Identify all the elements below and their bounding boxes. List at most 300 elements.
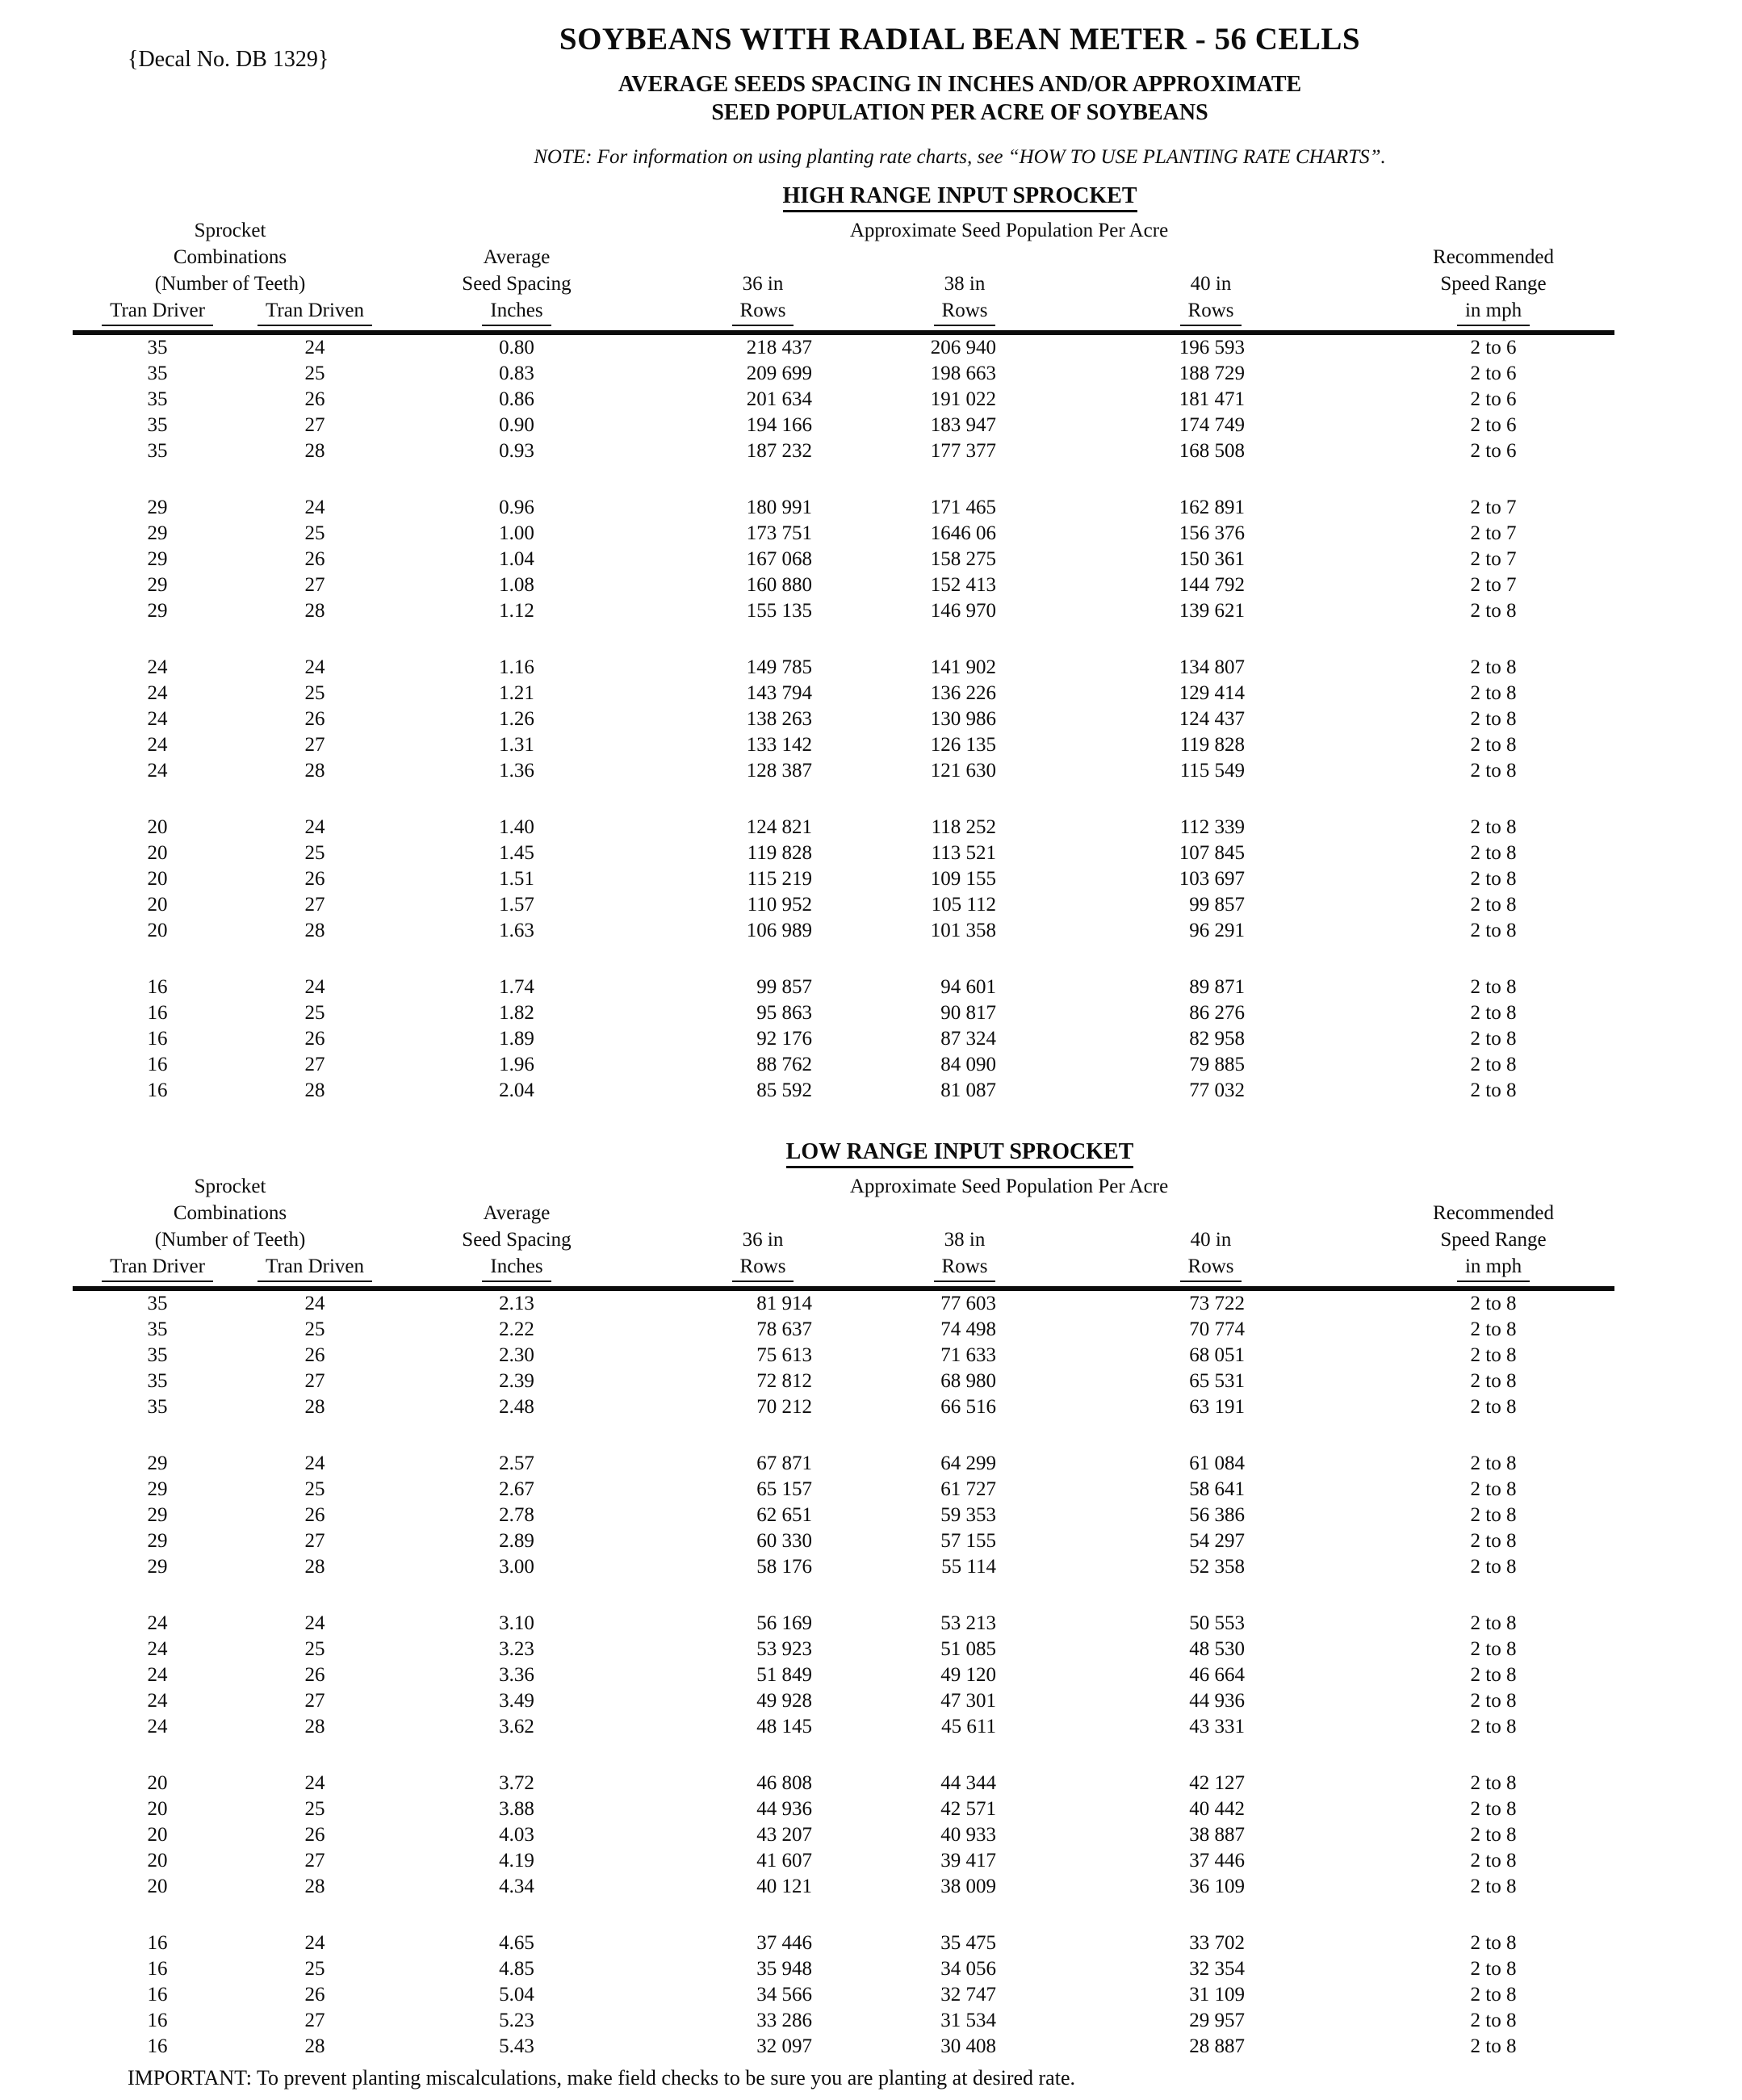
speed-range-cell: 2 to 8: [1470, 1958, 1517, 1980]
rows-38-cell: 57 155: [940, 1530, 996, 1552]
speed-range-cell: 2 to 8: [1470, 1664, 1517, 1686]
tran-driver-cell: 16: [147, 2010, 168, 2031]
table-row: [73, 1611, 1614, 1637]
speed-range-cell: 2 to 8: [1470, 1054, 1517, 1075]
speed-range-cell: 2 to 8: [1470, 1984, 1517, 2006]
rows-36-cell: 95 863: [756, 1002, 812, 1024]
seed-spacing-cell: 0.90: [499, 414, 534, 436]
header-population: Approximate Seed Population Per Acre: [849, 1176, 1169, 1197]
rows-36-cell: 65 157: [756, 1478, 812, 1500]
seed-spacing-cell: 4.34: [499, 1876, 534, 1897]
tran-driver-cell: 24: [147, 1664, 168, 1686]
header-sprocket-line3: (Number of Teeth): [154, 273, 306, 295]
rows-36-cell: 106 989: [746, 920, 812, 941]
tran-driven-cell: 26: [304, 1344, 325, 1366]
table-row: [73, 333, 1614, 361]
speed-range-cell: 2 to 8: [1470, 1079, 1517, 1101]
rows-40-cell: 40 442: [1189, 1798, 1246, 1820]
table-row: [73, 1078, 1614, 1104]
tran-driver-cell: 29: [147, 1504, 168, 1526]
table-row: [73, 1848, 1614, 1874]
table-row: [73, 1026, 1614, 1052]
rows-38-cell: 183 947: [930, 414, 996, 436]
tran-driven-cell: 26: [304, 868, 325, 890]
table-row: [73, 706, 1614, 732]
rows-38-cell: 113 521: [931, 842, 996, 864]
speed-range-cell: 2 to 8: [1470, 816, 1517, 838]
seed-spacing-cell: 1.21: [499, 682, 534, 704]
tran-driver-cell: 24: [147, 656, 168, 678]
table-row: [73, 572, 1614, 598]
rows-36-cell: 40 121: [756, 1876, 812, 1897]
rows-40-cell: 119 828: [1179, 734, 1246, 756]
rows-40-cell: 107 845: [1179, 842, 1246, 864]
header-sprocket-line2: Combinations: [173, 1202, 287, 1224]
tran-driver-cell: 24: [147, 1716, 168, 1737]
tran-driven-cell: 28: [304, 2035, 325, 2057]
rows-40-cell: 70 774: [1189, 1318, 1246, 1340]
rows-36-cell: 32 097: [756, 2035, 812, 2057]
seed-spacing-cell: 0.93: [499, 440, 534, 462]
speed-range-cell: 2 to 8: [1470, 1638, 1517, 1660]
seed-spacing-cell: 0.83: [499, 363, 534, 384]
tran-driver-cell: 16: [147, 1002, 168, 1024]
rows-40-cell: 28 887: [1189, 2035, 1246, 2057]
rows-36-cell: 143 794: [746, 682, 812, 704]
table-row: [73, 1451, 1614, 1477]
note-text: NOTE: For information on using planting rate charts, see “HOW TO USE PLANTING RATE CHARTS”.: [534, 146, 1386, 168]
seed-spacing-cell: 1.26: [499, 708, 534, 730]
header-recommended: Recommended: [1433, 1202, 1554, 1224]
header-speed-range: Speed Range: [1440, 1229, 1547, 1251]
rows-38-cell: 191 022: [930, 388, 996, 410]
tran-driver-cell: 35: [147, 1344, 168, 1366]
header-rows-40: Rows: [1180, 297, 1242, 326]
header-36in: 36 in: [742, 273, 784, 295]
tran-driven-cell: 24: [304, 1293, 325, 1314]
table-row: [73, 1503, 1614, 1528]
rows-38-cell: 45 611: [941, 1716, 996, 1737]
tran-driver-cell: 35: [147, 440, 168, 462]
table-row: [73, 413, 1614, 438]
block-spacer: [73, 944, 1614, 975]
speed-range-cell: 2 to 8: [1470, 600, 1517, 622]
rows-40-cell: 65 531: [1189, 1370, 1246, 1392]
rows-40-cell: 99 857: [1189, 894, 1246, 916]
tran-driven-cell: 27: [304, 1530, 325, 1552]
speed-range-cell: 2 to 8: [1470, 1370, 1517, 1392]
header-tran-driver: Tran Driver: [102, 297, 213, 326]
tran-driver-cell: 29: [147, 1452, 168, 1474]
rows-38-cell: 171 465: [930, 497, 996, 518]
seed-spacing-cell: 2.30: [499, 1344, 534, 1366]
tran-driven-cell: 27: [304, 894, 325, 916]
rows-36-cell: 75 613: [756, 1344, 812, 1366]
tran-driver-cell: 29: [147, 497, 168, 518]
tran-driver-cell: 16: [147, 1054, 168, 1075]
rows-36-cell: 115 219: [747, 868, 812, 890]
table-row: [73, 1317, 1614, 1343]
tran-driver-cell: 16: [147, 1932, 168, 1954]
table-row: [73, 655, 1614, 681]
table-row: [73, 1289, 1614, 1317]
tran-driver-cell: 20: [147, 1772, 168, 1794]
rows-38-cell: 77 603: [940, 1293, 996, 1314]
rows-36-cell: 62 651: [756, 1504, 812, 1526]
tran-driven-cell: 26: [304, 1824, 325, 1846]
seed-spacing-cell: 2.48: [499, 1396, 534, 1418]
tran-driver-cell: 20: [147, 1798, 168, 1820]
rows-38-cell: 105 112: [931, 894, 996, 916]
tran-driven-cell: 25: [304, 363, 325, 384]
table-row: [73, 758, 1614, 784]
tran-driven-cell: 28: [304, 1396, 325, 1418]
speed-range-cell: 2 to 8: [1470, 2035, 1517, 2057]
speed-range-cell: 2 to 7: [1470, 548, 1517, 570]
header-tran-driven: Tran Driven: [258, 1253, 372, 1282]
table-row: [73, 361, 1614, 387]
tran-driver-cell: 35: [147, 1293, 168, 1314]
speed-range-cell: 2 to 8: [1470, 1504, 1517, 1526]
rows-38-cell: 130 986: [930, 708, 996, 730]
header-38in: 38 in: [944, 1229, 986, 1251]
rows-40-cell: 124 437: [1179, 708, 1246, 730]
rows-40-cell: 86 276: [1189, 1002, 1246, 1024]
speed-range-cell: 2 to 8: [1470, 1932, 1517, 1954]
block-spacer: [73, 464, 1614, 495]
speed-range-cell: 2 to 8: [1470, 1293, 1517, 1314]
rows-36-cell: 33 286: [756, 2010, 812, 2031]
speed-range-cell: 2 to 8: [1470, 1824, 1517, 1846]
rows-38-cell: 90 817: [940, 1002, 996, 1024]
rows-40-cell: 162 891: [1179, 497, 1246, 518]
seed-spacing-cell: 3.36: [499, 1664, 534, 1686]
rows-40-cell: 46 664: [1189, 1664, 1246, 1686]
header-rows-36: Rows: [732, 1253, 794, 1282]
tran-driver-cell: 16: [147, 2035, 168, 2057]
header-seed-spacing: Seed Spacing: [462, 273, 572, 295]
speed-range-cell: 2 to 8: [1470, 1318, 1517, 1340]
tran-driven-cell: 28: [304, 1556, 325, 1578]
rows-38-cell: 30 408: [940, 2035, 996, 2057]
speed-range-cell: 2 to 7: [1470, 574, 1517, 596]
tran-driven-cell: 27: [304, 1054, 325, 1075]
tran-driven-cell: 27: [304, 1370, 325, 1392]
seed-spacing-cell: 4.03: [499, 1824, 534, 1846]
rows-36-cell: 56 169: [756, 1612, 812, 1634]
tran-driven-cell: 26: [304, 548, 325, 570]
tran-driven-cell: 24: [304, 497, 325, 518]
header-average: Average: [483, 1202, 551, 1224]
speed-range-cell: 2 to 8: [1470, 1028, 1517, 1050]
tran-driven-cell: 28: [304, 1716, 325, 1737]
rows-38-cell: 40 933: [940, 1824, 996, 1846]
rows-36-cell: 209 699: [746, 363, 812, 384]
rows-40-cell: 54 297: [1189, 1530, 1246, 1552]
tran-driver-cell: 35: [147, 363, 168, 384]
seed-spacing-cell: 1.51: [499, 868, 534, 890]
rows-36-cell: 72 812: [756, 1370, 812, 1392]
table-row: [73, 732, 1614, 758]
speed-range-cell: 2 to 8: [1470, 734, 1517, 756]
rows-38-cell: 64 299: [940, 1452, 996, 1474]
rows-40-cell: 115 549: [1179, 760, 1246, 782]
subtitle: [178, 70, 1742, 127]
tran-driver-cell: 24: [147, 682, 168, 704]
rows-36-cell: 48 145: [756, 1716, 812, 1737]
rows-40-cell: 37 446: [1189, 1850, 1246, 1872]
header-recommended: Recommended: [1433, 246, 1554, 268]
rows-36-cell: 167 068: [746, 548, 812, 570]
rows-36-cell: 88 762: [756, 1054, 812, 1075]
seed-spacing-cell: 2.67: [499, 1478, 534, 1500]
speed-range-cell: 2 to 6: [1470, 363, 1517, 384]
rows-38-cell: 44 344: [940, 1772, 996, 1794]
rows-38-cell: 141 902: [930, 656, 996, 678]
tran-driver-cell: 20: [147, 816, 168, 838]
rows-36-cell: 34 566: [756, 1984, 812, 2006]
seed-spacing-cell: 1.12: [499, 600, 534, 622]
speed-range-cell: 2 to 8: [1470, 976, 1517, 998]
rows-38-cell: 84 090: [940, 1054, 996, 1075]
header-40in: 40 in: [1190, 1229, 1232, 1251]
document-header: [178, 21, 1742, 212]
table-row: [73, 918, 1614, 944]
rows-40-cell: 36 109: [1189, 1876, 1246, 1897]
tran-driven-cell: 24: [304, 976, 325, 998]
speed-range-cell: 2 to 6: [1470, 440, 1517, 462]
rows-36-cell: 44 936: [756, 1798, 812, 1820]
block-spacer: [73, 784, 1614, 815]
rows-38-cell: 39 417: [940, 1850, 996, 1872]
seed-spacing-cell: 1.96: [499, 1054, 534, 1075]
table-row: [73, 815, 1614, 840]
rows-36-cell: 187 232: [746, 440, 812, 462]
speed-range-cell: 2 to 7: [1470, 522, 1517, 544]
high-range-table: [73, 217, 1614, 1104]
rows-40-cell: 52 358: [1189, 1556, 1246, 1578]
tran-driver-cell: 29: [147, 574, 168, 596]
tran-driver-cell: 35: [147, 1318, 168, 1340]
seed-spacing-cell: 5.23: [499, 2010, 534, 2031]
rows-40-cell: 112 339: [1179, 816, 1246, 838]
rows-38-cell: 87 324: [940, 1028, 996, 1050]
speed-range-cell: 2 to 8: [1470, 1478, 1517, 1500]
rows-38-cell: 47 301: [940, 1690, 996, 1712]
block-spacer: [73, 1740, 1614, 1771]
tran-driven-cell: 24: [304, 1452, 325, 1474]
seed-spacing-cell: 2.13: [499, 1293, 534, 1314]
rows-40-cell: 33 702: [1189, 1932, 1246, 1954]
tran-driven-cell: 28: [304, 760, 325, 782]
tran-driven-cell: 24: [304, 816, 325, 838]
table-row: [73, 1822, 1614, 1848]
table-row: [73, 521, 1614, 547]
tran-driven-cell: 26: [304, 1504, 325, 1526]
seed-spacing-cell: 1.45: [499, 842, 534, 864]
tran-driver-cell: 29: [147, 1556, 168, 1578]
subtitle-line-1: AVERAGE SEEDS SPACING IN INCHES AND/OR APPROXIMATE: [618, 72, 1302, 97]
rows-38-cell: 118 252: [931, 816, 996, 838]
rows-38-cell: 94 601: [940, 976, 996, 998]
seed-spacing-cell: 2.22: [499, 1318, 534, 1340]
tran-driver-cell: 35: [147, 1396, 168, 1418]
rows-38-cell: 55 114: [941, 1556, 996, 1578]
rows-36-cell: 92 176: [756, 1028, 812, 1050]
tran-driver-cell: 24: [147, 760, 168, 782]
seed-spacing-cell: 1.36: [499, 760, 534, 782]
rows-40-cell: 61 084: [1189, 1452, 1246, 1474]
seed-spacing-cell: 1.40: [499, 816, 534, 838]
seed-spacing-cell: 1.16: [499, 656, 534, 678]
rows-40-cell: 68 051: [1189, 1344, 1246, 1366]
tran-driver-cell: 29: [147, 600, 168, 622]
block-spacer: [73, 1580, 1614, 1611]
tran-driver-cell: 24: [147, 1690, 168, 1712]
rows-38-cell: 81 087: [940, 1079, 996, 1101]
rows-40-cell: 82 958: [1189, 1028, 1246, 1050]
seed-spacing-cell: 5.43: [499, 2035, 534, 2057]
rows-38-cell: 31 534: [940, 2010, 996, 2031]
rows-40-cell: 63 191: [1189, 1396, 1246, 1418]
rows-36-cell: 78 637: [756, 1318, 812, 1340]
tran-driver-cell: 29: [147, 522, 168, 544]
speed-range-cell: 2 to 8: [1470, 1452, 1517, 1474]
speed-range-cell: 2 to 8: [1470, 1530, 1517, 1552]
tran-driven-cell: 24: [304, 337, 325, 358]
tran-driven-cell: 26: [304, 1664, 325, 1686]
rows-36-cell: 53 923: [756, 1638, 812, 1660]
rows-38-cell: 146 970: [930, 600, 996, 622]
tran-driven-cell: 25: [304, 1958, 325, 1980]
table-row: [73, 387, 1614, 413]
rows-38-cell: 74 498: [940, 1318, 996, 1340]
table-row: [73, 1688, 1614, 1714]
table-row: [73, 1874, 1614, 1900]
rows-40-cell: 196 593: [1179, 337, 1246, 358]
tran-driven-cell: 26: [304, 708, 325, 730]
rows-40-cell: 188 729: [1179, 363, 1246, 384]
speed-range-cell: 2 to 8: [1470, 1876, 1517, 1897]
seed-spacing-cell: 2.39: [499, 1370, 534, 1392]
table-row: [73, 1796, 1614, 1822]
tran-driver-cell: 35: [147, 388, 168, 410]
header-36in: 36 in: [742, 1229, 784, 1251]
rows-36-cell: 35 948: [756, 1958, 812, 1980]
rows-38-cell: 49 120: [940, 1664, 996, 1686]
rows-36-cell: 128 387: [746, 760, 812, 782]
tran-driver-cell: 35: [147, 414, 168, 436]
rows-40-cell: 144 792: [1179, 574, 1246, 596]
rows-40-cell: 50 553: [1189, 1612, 1246, 1634]
rows-40-cell: 134 807: [1179, 656, 1246, 678]
tran-driven-cell: 28: [304, 440, 325, 462]
table-row: [73, 840, 1614, 866]
seed-spacing-cell: 3.10: [499, 1612, 534, 1634]
speed-range-cell: 2 to 8: [1470, 1002, 1517, 1024]
tran-driven-cell: 28: [304, 600, 325, 622]
rows-40-cell: 89 871: [1189, 976, 1246, 998]
tran-driven-cell: 25: [304, 842, 325, 864]
seed-spacing-cell: 2.04: [499, 1079, 534, 1101]
header-inches: Inches: [482, 1253, 551, 1282]
tran-driven-cell: 27: [304, 2010, 325, 2031]
table-row: [73, 1343, 1614, 1369]
tran-driven-cell: 25: [304, 1318, 325, 1340]
table-row: [73, 892, 1614, 918]
table-row: [73, 1982, 1614, 2008]
rows-38-cell: 51 085: [940, 1638, 996, 1660]
rows-36-cell: 60 330: [756, 1530, 812, 1552]
seed-spacing-cell: 3.23: [499, 1638, 534, 1660]
rows-36-cell: 160 880: [746, 574, 812, 596]
rows-40-cell: 44 936: [1189, 1690, 1246, 1712]
tran-driven-cell: 26: [304, 1984, 325, 2006]
rows-36-cell: 99 857: [756, 976, 812, 998]
seed-spacing-cell: 1.04: [499, 548, 534, 570]
header-tran-driver: Tran Driver: [102, 1253, 213, 1282]
rows-38-cell: 35 475: [940, 1932, 996, 1954]
rows-36-cell: 155 135: [746, 600, 812, 622]
speed-range-cell: 2 to 8: [1470, 1772, 1517, 1794]
seed-spacing-cell: 3.88: [499, 1798, 534, 1820]
rows-36-cell: 67 871: [756, 1452, 812, 1474]
tran-driven-cell: 25: [304, 1478, 325, 1500]
header-sprocket-line3: (Number of Teeth): [154, 1229, 306, 1251]
seed-spacing-cell: 1.74: [499, 976, 534, 998]
rows-38-cell: 53 213: [940, 1612, 996, 1634]
tran-driver-cell: 29: [147, 1530, 168, 1552]
table-row: [73, 975, 1614, 1000]
rows-36-cell: 133 142: [746, 734, 812, 756]
speed-range-cell: 2 to 8: [1470, 708, 1517, 730]
rows-40-cell: 103 697: [1179, 868, 1246, 890]
rows-40-cell: 56 386: [1189, 1504, 1246, 1526]
rows-38-cell: 121 630: [930, 760, 996, 782]
section-title-low-range: LOW RANGE INPUT SPROCKET: [786, 1139, 1134, 1168]
tran-driver-cell: 16: [147, 1958, 168, 1980]
tran-driven-cell: 24: [304, 1772, 325, 1794]
tran-driven-cell: 25: [304, 682, 325, 704]
rows-40-cell: 42 127: [1189, 1772, 1246, 1794]
tran-driven-cell: 27: [304, 574, 325, 596]
rows-36-cell: 43 207: [756, 1824, 812, 1846]
header-rows-38: Rows: [934, 297, 996, 326]
rows-38-cell: 126 135: [930, 734, 996, 756]
section-title-high-range: HIGH RANGE INPUT SPROCKET: [783, 183, 1137, 212]
tran-driver-cell: 16: [147, 976, 168, 998]
rows-38-cell: 38 009: [940, 1876, 996, 1897]
seed-spacing-cell: 4.19: [499, 1850, 534, 1872]
seed-spacing-cell: 2.89: [499, 1530, 534, 1552]
tran-driver-cell: 20: [147, 1850, 168, 1872]
rows-38-cell: 68 980: [940, 1370, 996, 1392]
rows-38-cell: 136 226: [930, 682, 996, 704]
table-row: [73, 2008, 1614, 2034]
table-row: [73, 1714, 1614, 1740]
high-range-table-body: [73, 333, 1614, 1104]
low-range-table-body: [73, 1289, 1614, 2060]
rows-36-cell: 180 991: [746, 497, 812, 518]
table-row: [73, 438, 1614, 464]
tran-driver-cell: 20: [147, 1824, 168, 1846]
rows-36-cell: 119 828: [747, 842, 812, 864]
rows-40-cell: 150 361: [1179, 548, 1246, 570]
rows-38-cell: 59 353: [940, 1504, 996, 1526]
tran-driver-cell: 35: [147, 1370, 168, 1392]
tran-driven-cell: 27: [304, 1850, 325, 1872]
table-row: [73, 1052, 1614, 1078]
